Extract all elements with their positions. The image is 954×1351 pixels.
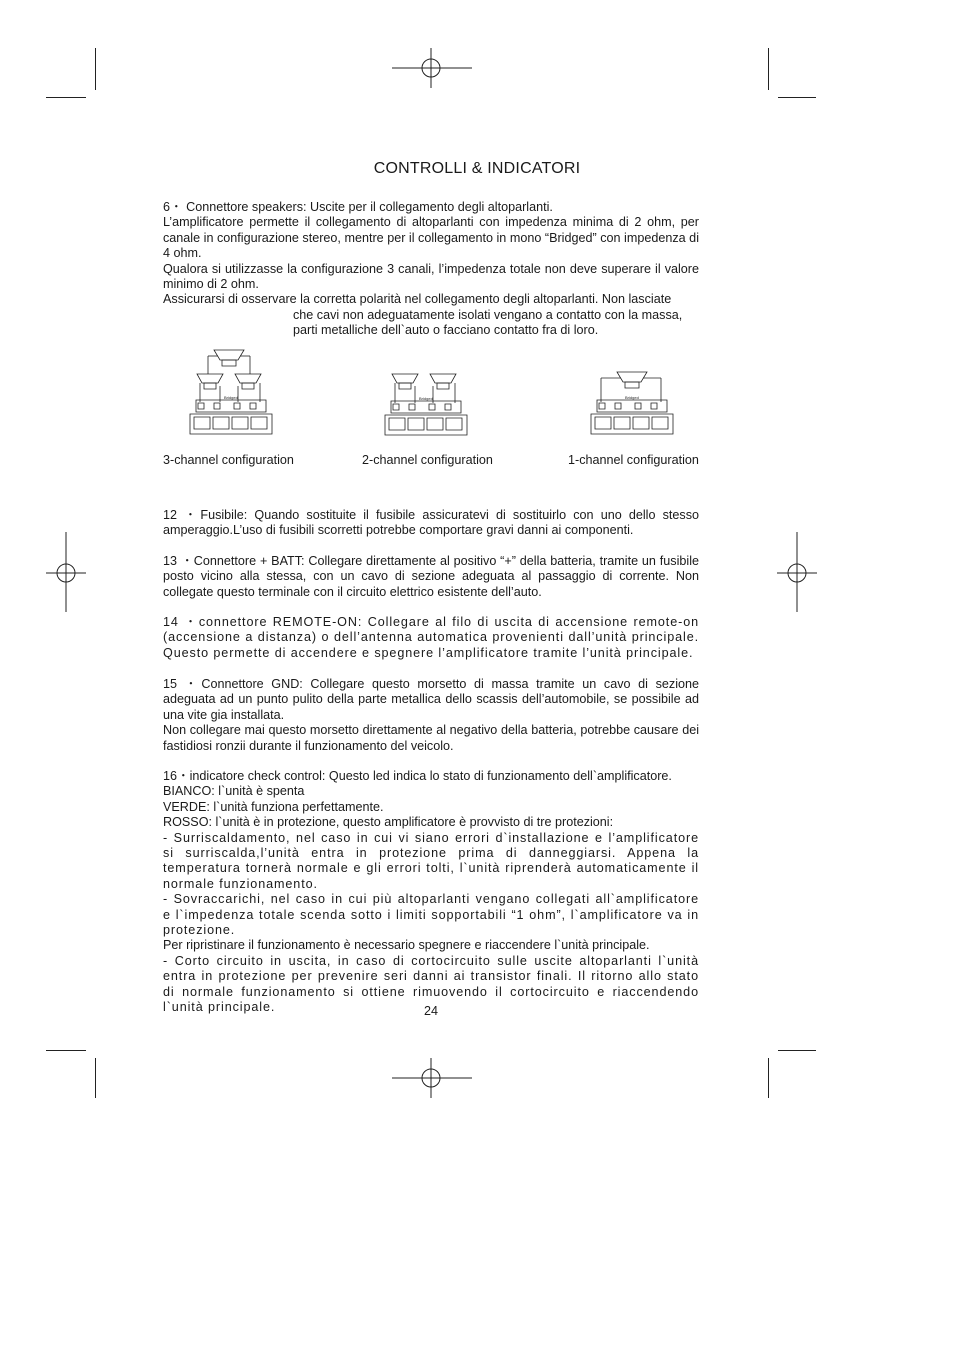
section-13: 13 ・Connettore + BATT: Collegare direttamente al positivo “+” della batteria, tramite un fusibile posto vicino alla stessa, con un cavo di sezione adeguata al passaggio di corrente. Non collegate questo terminale con il circuito elettrico esistente dell’auto. <box>163 554 699 599</box>
section-6-paragraph: L’amplificatore permette il collegamento di altoparlanti con impedenza minima di 2 ohm, per canale in configurazione stereo, mentre per il collegamento in mono “Bridged” con impedenza di 4 ohm. <box>163 215 699 261</box>
section-6-heading: 6・ Connettore speakers: Uscite per il collegamento degli altoparlanti. <box>163 200 553 214</box>
section-16-line: - Surriscaldamento, nel caso in cui vi siano errori d`installazione e l’amplificatore si surriscalda,l’unità entra in protezione prima di danneggiarsi. Appena la temperatura tornerà normale e gli errori tolti, l`unità riprenderà automaticamente il normale funzionamento. <box>163 830 699 891</box>
section-16-line: ROSSO: l`unità è in protezione, questo amplificatore è provvisto di tre protezioni: <box>163 815 614 830</box>
page-number: 24 <box>423 1004 438 1018</box>
section-6-paragraph: Qualora si utilizzasse la configurazione 3 canali, l’impedenza totale non deve superare il valore minimo di 2 ohm. <box>163 261 699 292</box>
page-title: CONTROLLI & INDICATORI <box>373 160 581 177</box>
section-6-paragraph: che cavi non adeguatamente isolati vengano a contatto con la massa, <box>293 307 683 322</box>
section-15-paragraph: Non collegare mai questo morsetto direttamente al negativo della batteria, potrebbe causare dei fastidiosi ronzii durante il funzionamento del veicolo. <box>163 723 699 753</box>
registration-mark-left <box>46 532 86 612</box>
crop-mark <box>768 48 769 90</box>
section-16-line: Per ripristinare il funzionamento è necessario spegnere e riaccendere l`unità principale. <box>163 938 650 953</box>
crop-mark <box>46 1050 86 1051</box>
section-16-line: BIANCO: l`unità è spenta <box>163 784 305 799</box>
crop-mark <box>95 48 96 90</box>
registration-mark-bottom <box>392 1058 472 1098</box>
section-16 <box>163 769 699 1016</box>
section-6 <box>163 200 699 339</box>
section-15 <box>163 677 699 754</box>
section-6-paragraph: parti metalliche dell`auto o facciano contatto fra di loro. <box>293 323 599 338</box>
crop-mark <box>95 1058 96 1098</box>
crop-mark <box>778 1050 816 1051</box>
section-6-paragraph: Assicurarsi di osservare la corretta polarità nel collegamento degli altoparlanti. Non lasciate <box>163 292 672 307</box>
three-channel-diagram <box>188 348 274 436</box>
registration-mark-top <box>392 48 472 88</box>
bridged-label: Bridged <box>625 395 639 400</box>
two-channel-diagram <box>383 371 469 437</box>
caption-2-channel: 2-channel configuration <box>362 453 493 467</box>
registration-mark-right <box>777 532 817 612</box>
section-16-line: - Sovraccarichi, nel caso in cui più altoparlanti vengano collegati all`amplificatore e l`impedenza totale scenda sotto i limiti sopportabili “1 ohm”, l`amplificatore va in protezione. <box>163 892 699 938</box>
bridged-label: Bridged <box>224 395 238 400</box>
section-15-paragraph: 15 ・Connettore GND: Collegare questo morsetto di massa tramite un cavo di sezione adeguata ad un punto pulito della parte metallica dello scassis dell’automobile, se possibile ad una vite gia installata. <box>163 677 699 722</box>
section-16-line: 16・indicatore check control: Questo led indica lo stato di funzionamento dell`amplificatore. <box>163 769 672 783</box>
section-16-line: VERDE: l`unità funziona perfettamente. <box>163 799 384 814</box>
caption-1-channel: 1-channel configuration <box>568 453 699 467</box>
crop-mark <box>46 97 86 98</box>
one-channel-diagram <box>589 370 675 436</box>
section-16-line: - Corto circuito in uscita, in caso di cortocircuito sulle uscite altoparlanti l`unità entra in protezione per prevenire seri danni ai transistor finali. Il ritorno allo stato di normale funzionamento si ottiene rimuovendo il cortocircuito e riaccendendo l`unità principale. <box>163 953 699 1015</box>
section-12: 12 ・Fusibile: Quando sostituite il fusibile assicuratevi di sostituirlo con uno dello stesso amperaggio.L’uso di fusibili scorretti potrebbe comportare gravi danni ai componenti. <box>163 508 699 538</box>
crop-mark <box>768 1058 769 1098</box>
crop-mark <box>778 97 816 98</box>
caption-3-channel: 3-channel configuration <box>163 453 294 467</box>
section-14: 14 ・connettore REMOTE-ON: Collegare al filo di uscita di accensione remote-on (accensione a distanza) o dell’antenna automatica provenienti dall’unità principale. Questo permette di accendere e spegnere l’amplificatore tramite l’unità principale. <box>163 615 699 660</box>
bridged-label: Bridged <box>419 396 433 401</box>
